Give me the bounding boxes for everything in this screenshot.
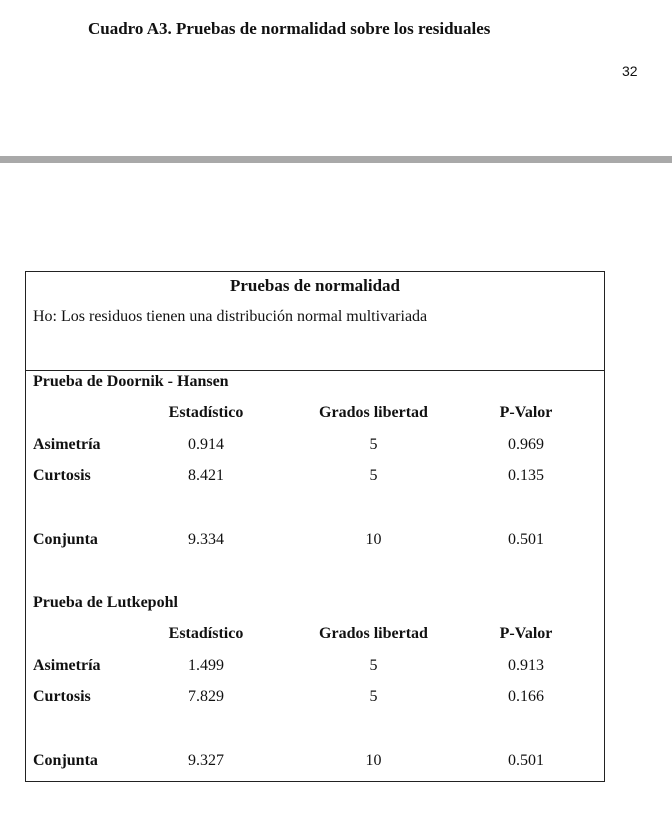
degrees-freedom-value: 5 (369, 467, 378, 484)
row-label: Asimetría (33, 436, 101, 453)
section-title-doornik-hansen: Prueba de Doornik - Hansen (33, 373, 229, 390)
null-hypothesis: Ho: Los residuos tienen una distribución normal multivariada (33, 308, 428, 325)
section-title-lutkepohl: Prueba de Lutkepohl (33, 594, 178, 611)
statistic-value: 1.499 (188, 657, 224, 674)
p-value: 0.501 (508, 531, 544, 548)
normality-tests-table (25, 271, 605, 782)
row-label: Curtosis (33, 688, 91, 705)
statistic-value: 9.334 (188, 531, 224, 548)
statistic-value: 0.914 (188, 436, 224, 453)
page-number: 32 (622, 63, 638, 79)
column-header-degrees-freedom: Grados libertad (319, 625, 428, 642)
statistic-value: 7.829 (188, 688, 224, 705)
p-value: 0.166 (508, 688, 544, 705)
column-header-statistic: Estadístico (168, 625, 244, 642)
p-value: 0.913 (508, 657, 544, 674)
p-value: 0.135 (508, 467, 544, 484)
column-header-p-value: P-Valor (499, 625, 553, 642)
degrees-freedom-value: 5 (369, 436, 378, 453)
table-title: Pruebas de normalidad (229, 276, 401, 295)
p-value: 0.969 (508, 436, 544, 453)
p-value: 0.501 (508, 752, 544, 769)
table-caption: Cuadro A3. Pruebas de normalidad sobre los residuales (88, 19, 491, 38)
row-label: Asimetría (33, 657, 101, 674)
degrees-freedom-value: 10 (365, 752, 382, 769)
statistic-value: 8.421 (188, 467, 224, 484)
table-header (26, 272, 604, 371)
statistic-value: 9.327 (188, 752, 224, 769)
header-divider (0, 156, 672, 163)
row-label: Conjunta (33, 752, 98, 769)
column-header-degrees-freedom: Grados libertad (319, 404, 428, 421)
row-label: Conjunta (33, 531, 98, 548)
degrees-freedom-value: 10 (365, 531, 382, 548)
degrees-freedom-value: 5 (369, 657, 378, 674)
column-header-p-value: P-Valor (499, 404, 553, 421)
degrees-freedom-value: 5 (369, 688, 378, 705)
row-label: Curtosis (33, 467, 91, 484)
column-header-statistic: Estadístico (168, 404, 244, 421)
